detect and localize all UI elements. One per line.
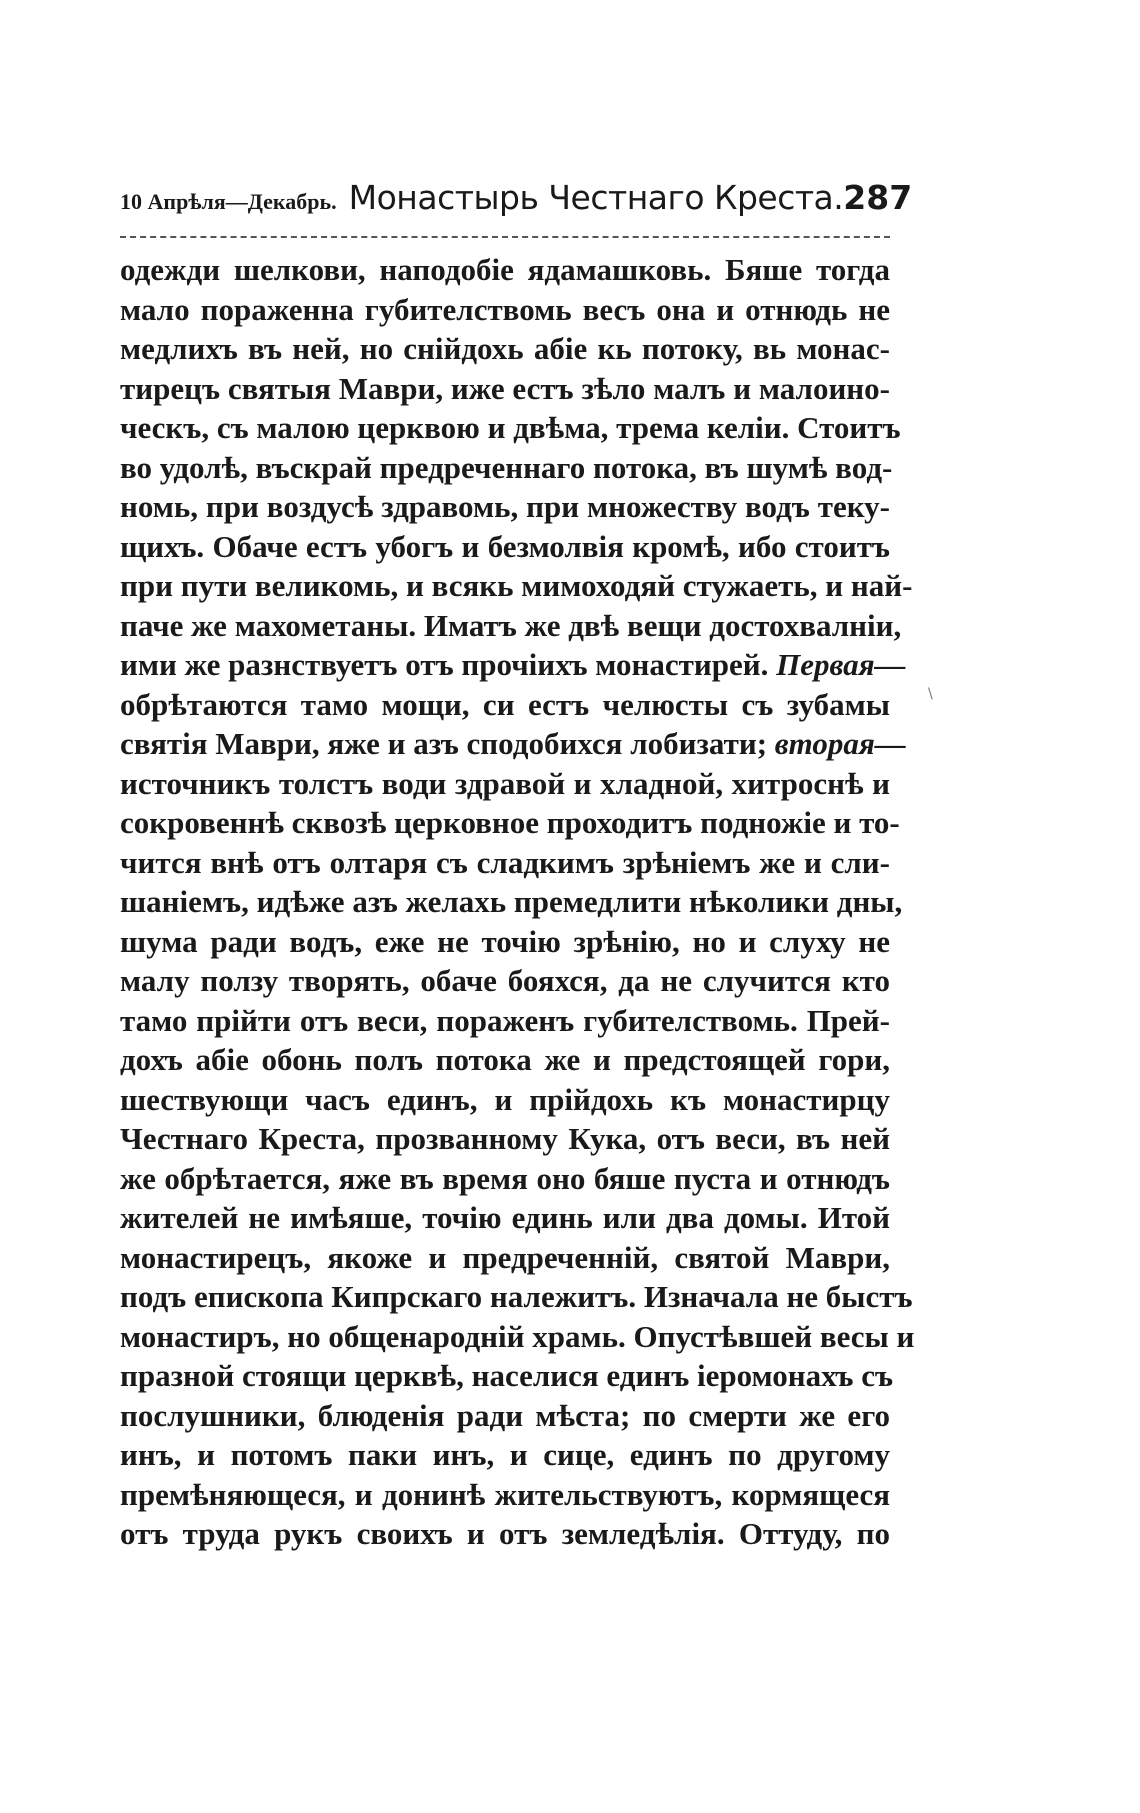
header-rule	[120, 236, 890, 238]
header-date-range: 10 Апрѣля—Декабрь.	[120, 189, 337, 214]
text-line: тамо прійти отъ веси, пораженъ губителствомь. Прей-	[120, 1002, 890, 1038]
text-line: источникъ толстъ води здравой и хладной, хитроснѣ и	[120, 765, 890, 801]
text-line: отъ труда рукъ своихъ и отъ земледѣлія. Оттуду, по	[120, 1516, 890, 1551]
text-line: шума ради водъ, еже не точію зрѣнію, но и слуху не	[120, 923, 890, 959]
body-text	[120, 250, 915, 1554]
text-line: шествующи часъ единъ, и прійдохь къ монастирцу	[120, 1081, 890, 1117]
text-line: при пути великомь, и всякь мимоходяй стужаеть, и най-	[120, 568, 913, 603]
text-line: обрѣтаются тамо мощи, си естъ челюсты съ зубамы	[120, 686, 890, 722]
running-header	[120, 178, 913, 228]
text-segment: ими же разнствуетъ отъ прочіихъ монастирей.	[120, 647, 769, 682]
text-line: ческъ, съ малою церквою и двѣма, трема келіи. Стоитъ	[120, 410, 901, 445]
text-line: малу ползу творять, обаче бояхся, да не случится кто	[120, 963, 890, 998]
text-line: щихъ. Обаче естъ убогъ и безмолвія кромѣ, ибо стоитъ	[120, 528, 890, 564]
text-line: же обрѣтается, яже въ время оно бяше пуста и отнюдъ	[120, 1160, 890, 1196]
text-line: послушники, блюденія ради мѣста; по смерти же его	[120, 1397, 890, 1433]
text-line: дохъ абіе обонь полъ потока же и предстоящей гори,	[120, 1042, 890, 1077]
text-line-with-italic	[120, 645, 906, 685]
text-line: во удолѣ, въскрай предреченнаго потока, въ шумѣ вод-	[120, 449, 893, 485]
text-line: паче же махометаны. Иматъ же двѣ вещи достохвалніи,	[120, 607, 902, 643]
page-number: 287	[843, 178, 913, 217]
italic-first-label: Первая—	[776, 647, 906, 682]
scan-speck: \	[928, 686, 933, 702]
text-line: празной стоящи церквѣ, населися единъ іеромонахъ съ	[120, 1358, 894, 1393]
text-line: тирецъ святыя Маври, иже естъ зѣло малъ и малоино-	[120, 370, 890, 406]
text-line: жителей не имѣяше, точію единь или два домы. Итой	[120, 1200, 890, 1235]
text-segment: святія Маври, яже и азъ сподобихся лобизати;	[120, 726, 768, 761]
text-line: чится внѣ отъ олтаря съ сладкимъ зрѣніемъ же и сли-	[120, 844, 890, 880]
text-line: сокровеннѣ сквозѣ церковное проходитъ подножіе и то-	[120, 805, 900, 840]
text-line: премѣняющеся, и донинѣ жительствуютъ, кормящеся	[120, 1476, 890, 1512]
text-line: монастирецъ, якоже и предреченній, святой Маври,	[120, 1239, 890, 1275]
text-line: шаніемъ, идѣже азъ желахь премедлити нѣколики дны,	[120, 884, 903, 919]
text-line-with-italic	[120, 724, 906, 764]
header-title: Монастырь Честнаго Креста.	[348, 178, 844, 217]
text-line: Честнаго Креста, прозванному Кука, отъ веси, въ ней	[120, 1121, 890, 1156]
italic-second-label: вторая—	[774, 726, 906, 761]
text-line: инъ, и потомъ паки инъ, и сице, единъ по другому	[120, 1437, 890, 1472]
text-line: подъ епископа Кипрскаго належитъ. Изначала не быстъ	[120, 1279, 913, 1314]
text-line: мало пораженна губителствомь весъ она и отнюдь не	[120, 291, 890, 327]
text-line: монастиръ, но общенароднiй храмь. Опустѣвшей весы и	[120, 1318, 915, 1354]
text-line: одежди шелкови, наподобіе ядамашковь. Бяше тогда	[120, 252, 890, 287]
text-line: медлихъ въ ней, но снійдохь абіе кь потоку, вь монас-	[120, 331, 890, 366]
text-line: номь, при воздусѣ здравомь, при множеству водъ теку-	[120, 489, 890, 524]
